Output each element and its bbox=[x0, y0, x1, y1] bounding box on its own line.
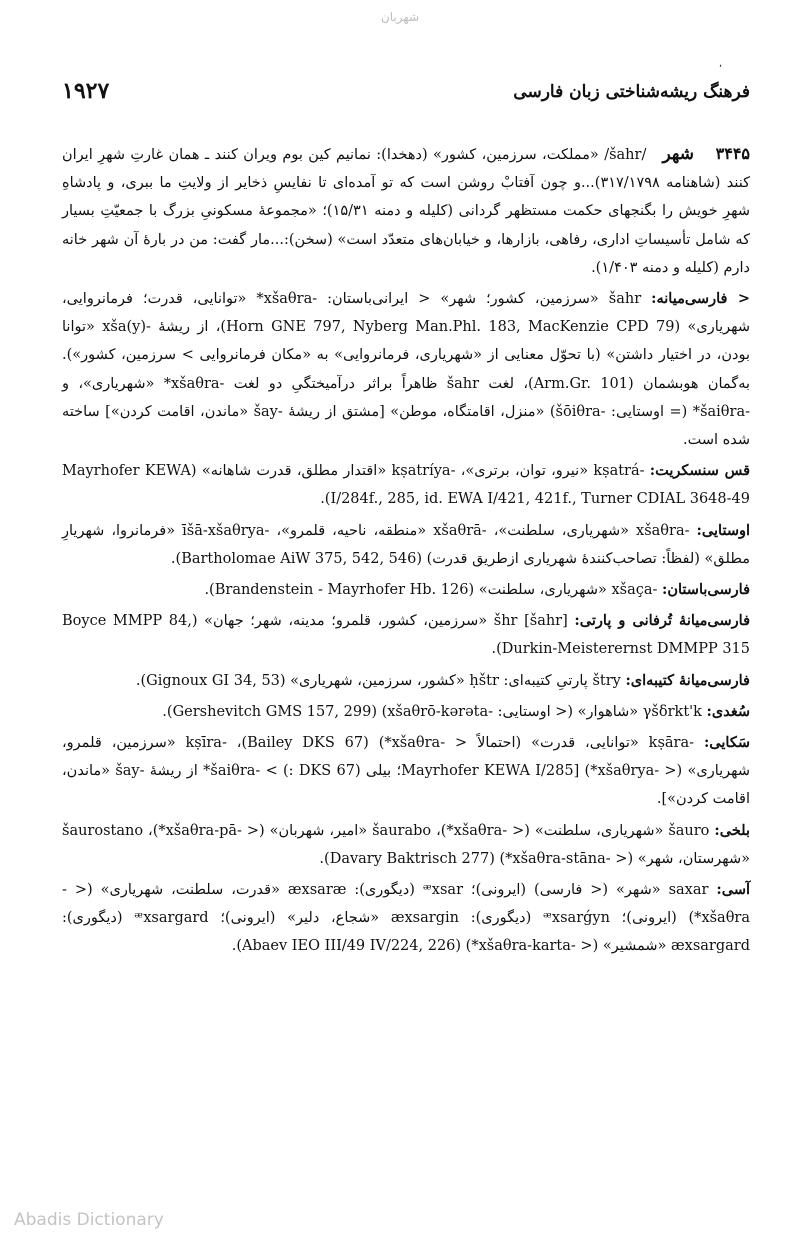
language-label: قس سنسکریت: bbox=[649, 462, 751, 480]
etymology-text: šhr [šahr] «سرزمین، کشور، قلمرو؛ مدینه، شهر؛ جهان» (Boyce MMPP 84, Durkin-Meisterernst DMMPP 315). bbox=[62, 613, 750, 658]
etymology-text: šahr «سرزمین، کشور؛ شهر» < ایرانی‌باستان: -xšaθra* «توانایی، قدرت؛ فرمانروایی، شهریاری» (Horn GNE 797, Nyberg Man.Phl. 183, MacKenzie CPD 79)، از ریشهٔ -(xša(y «توانا بودن، در اختیار داشتن» (با تحوّل معنایی از «شهریاری، فرمانروایی» به «مکان فرمانروایی > سرزمین، کشور»). به‌گمان هوبشمان (Arm.Gr. 101)، لغت šahr ظاهراً براثر درآمیختگیِ دو لغت -xšaθra* «شهریاری»، و -šaiθra* (= اوستایی: -šōiθra) «منزل، اقامتگاه، موطن» [مشتق از ریشهٔ -šay «ماندن، اقامت کردن»] ساخته شده است. bbox=[62, 291, 751, 449]
language-label: اوستایی: bbox=[696, 521, 750, 539]
headword-transcription: /šahr/ bbox=[604, 147, 647, 163]
etymology-text: -xšaθra «شهریاری، سلطنت»، -xšaθrā «منطقه، ناحیه، قلمرو»، -īšā-xšaθrya «فرمانروا، شهریارِ مطلق» (لفظاً: تصاحب‌کنندهٔ شهریاری ازطریق قدرت) (Bartholomae AiW 375, 542, 546). bbox=[62, 522, 750, 567]
etymology-text: -kṣāra «توانایی، قدرت» (احتمالاً < -xšaθra*) (Bailey DKS 67)، -kṣīra «سرزمین، قلمرو، شهریاری» (< -xšaθrya*) [Mayrhofer KEWA I/285؛ بیلی (DKS 67 :) > -šaiθra* از ریشهٔ -šay «ماندن، اقامت کردن»]. bbox=[62, 735, 750, 808]
entry-definition: «مملکت، سرزمین، کشور» (دهخدا): نمانیم کین بوم ویران کنند ـ همان غارتِ شهرِ ایران کنند (شاهنامه ۳۱۷/۱۷۹۸)...و چون آفتابْ روشن است که تو آمده‌ای تا نفایسِ ذخایر از ولایتِ ما ببری، و پادشاهِ شهرِ خویش را بگنجهای حکمت مستظهر گردانی (کلیله و دمنه ۱۵/۳۱)؛ «مجموعهٔ مسکونیِ بزرگ با جمعیّتِ بسیار که شامل تأسیساتِ اداری، رفاهی، بازارها، و خیابان‌های متعدّد است» (سخن):...مار گفت: من در بارهٔ آن شهر خانه دارم (کلیله و دمنه ۱/۴۰۳). bbox=[62, 147, 751, 276]
etymology-section bbox=[62, 817, 750, 873]
language-label: سَکایی: bbox=[703, 734, 750, 752]
entry-definition-paragraph bbox=[62, 140, 750, 282]
running-head: فرهنگ ریشه‌شناختی زبان فارسی bbox=[513, 82, 750, 102]
language-label: آسی: bbox=[716, 881, 750, 899]
etymology-text: šauro «شهریاری، سلطنت» (< -xšaθra*)، šaurabo «امیر، شهربان» (< -xšaθra-pā*)، šaurostano «شهرستان، شهر» (< -xšaθra-stāna*) (Davary Baktrisch 277). bbox=[62, 822, 750, 867]
etymology-text: -kṣatrá «نیرو، توان، برتری»، -kṣatríya «اقتدار مطلق، قدرت شاهانه» (Mayrhofer KEWA I/284f., 285, id. EWA I/421, 421f., Turner CDIAL 3648-49). bbox=[62, 463, 750, 508]
etymology-section bbox=[62, 729, 750, 814]
language-label: سُغدی: bbox=[706, 702, 750, 720]
language-label: فارسی‌میانهٔ تُرفانی و پارتی: bbox=[574, 612, 751, 630]
etymology-text: saxar «شهر» (< فارسی) (ایرونی)؛ ᵆxsar (دیگوری): æxsaræ «قدرت، سلطنت، شهریاری» (< -xšaθra*) (ایرونی)؛ ᵆxsarǵyn (دیگوری): æxsargin «شجاع، دلیر» (ایرونی)؛ ᵆxsargard (دیگوری): æxsargard «شمشیر» (< -xšaθra-karta*) (Abaev IEO III/49 IV/224, 226). bbox=[62, 882, 751, 955]
corner-mark: ٬ bbox=[718, 64, 722, 75]
language-label: فارسی‌میانهٔ کتیبه‌ای: bbox=[625, 671, 750, 689]
etymology-section bbox=[62, 667, 750, 695]
etymology-text: γšδrkt'k «شاهوار» (< اوستایی: -xšaθrō-kərəta) (Gershevitch GMS 157, 299). bbox=[162, 703, 702, 720]
entry-number: ۳۴۴۵ bbox=[715, 144, 751, 163]
etymology-section bbox=[62, 457, 750, 513]
language-label: < فارسی‌میانه: bbox=[651, 290, 750, 308]
etymology-section bbox=[62, 517, 750, 573]
language-label: فارسی‌باستان: bbox=[662, 581, 750, 599]
language-label: بلخی: bbox=[714, 821, 751, 839]
etymology-text: štry پارتیِ کتیبه‌ای: ḥštr «کشور، سرزمین، شهریاری» (Gignoux GI 34, 53). bbox=[135, 672, 621, 689]
etymology-section bbox=[62, 607, 750, 663]
site-watermark-top: شهربان bbox=[380, 10, 419, 24]
headword: شهر bbox=[662, 144, 695, 164]
abadis-watermark: Abadis Dictionary bbox=[14, 1210, 164, 1230]
etymology-section bbox=[62, 876, 750, 961]
page-header bbox=[62, 64, 750, 108]
etymology-section bbox=[62, 285, 750, 454]
dictionary-entry bbox=[62, 140, 750, 964]
etymology-section bbox=[62, 698, 750, 726]
page-number: ۱۹۲۷ bbox=[62, 78, 110, 104]
etymology-section bbox=[62, 576, 750, 604]
etymology-text: -xšaça «شهریاری، سلطنت» (Brandenstein - Mayrhofer Hb. 126). bbox=[204, 582, 658, 599]
